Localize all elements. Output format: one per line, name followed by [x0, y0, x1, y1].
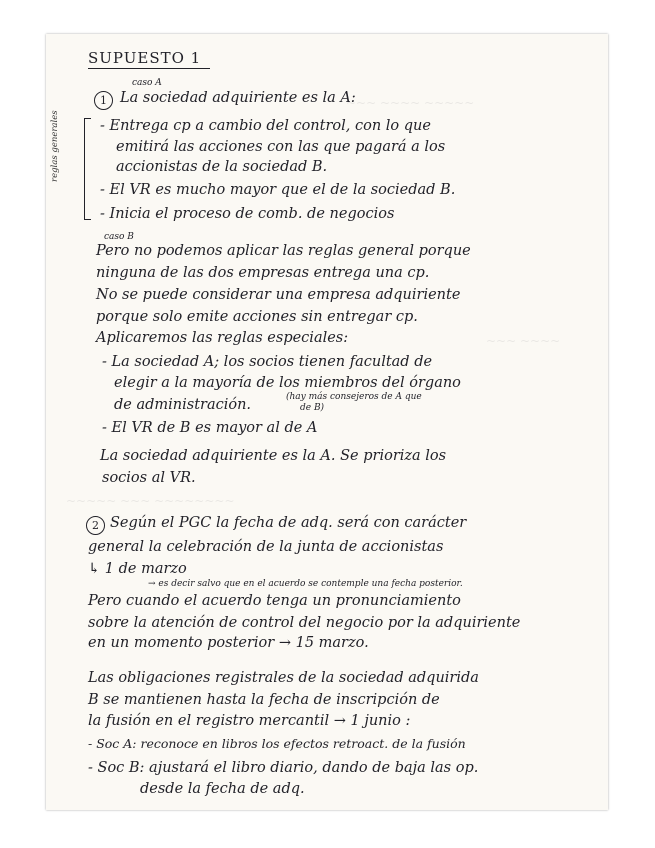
q1-number: 1 [94, 91, 113, 110]
caso-b-line: - La sociedad A; los socios tienen facultad de [102, 354, 433, 370]
final-line: B se mantienen hasta la fecha de inscripción de [88, 692, 440, 708]
caso-b-line: - El VR de B es mayor al de A [102, 420, 318, 436]
admin-note: de B) [300, 403, 325, 413]
caso-b-tag: caso B [104, 232, 134, 242]
q2-more: Pero cuando el acuerdo tenga un pronunciamiento [88, 593, 461, 609]
q1-line: La sociedad adquiriente es la A: [120, 90, 356, 106]
final-line: - Soc A: reconoce en libros los efectos retroact. de la fusión [88, 736, 466, 751]
caso-b-line: ninguna de las dos empresas entrega una cp. [96, 265, 430, 281]
q2-line: general la celebración de la junta de accionistas [88, 539, 444, 555]
caso-b-line: Aplicaremos las reglas especiales: [96, 330, 349, 346]
caso-a-tag: caso A [132, 78, 162, 88]
caso-b-line: La sociedad adquiriente es la A. Se prioriza los [100, 448, 447, 464]
caso-b-line: socios al VR. [102, 470, 196, 486]
arrow-note: → es decir salvo que en el acuerdo se contemple una fecha posterior. [148, 579, 463, 589]
bleed-through: ~~~ ~~~~ [486, 334, 561, 348]
bullet-a-line: - El VR es mucho mayor que el de la sociedad B. [100, 182, 456, 198]
title-underline [88, 68, 210, 69]
caso-b-line: porque solo emite acciones sin entregar cp. [96, 309, 418, 325]
final-line: - Soc B: ajustará el libro diario, dando de baja las op. [88, 760, 479, 776]
final-line: desde la fecha de adq. [140, 781, 305, 797]
bracket [84, 118, 91, 220]
final-line: la fusión en el registro mercantil → 1 junio : [88, 713, 411, 729]
bullet-a-line: - Inicia el proceso de comb. de negocios [100, 206, 395, 222]
bullet-a-line: emitirá las acciones con las que pagará a los [116, 139, 446, 155]
q2-line: ↳ 1 de marzo [88, 561, 187, 577]
caso-b-line: elegir a la mayoría de los miembros del órgano [114, 375, 461, 391]
bullet-a-line: - Entrega cp a cambio del control, con lo que [100, 118, 431, 134]
q2-more: en un momento posterior → 15 marzo. [88, 635, 369, 651]
bleed-through: ~~~ ~~~~ ~~~~~ [346, 96, 475, 110]
q2-line: Según el PGC la fecha de adq. será con carácter [110, 515, 467, 531]
admin-note: (hay más consejeros de A que [286, 392, 422, 402]
q2-more: sobre la atención de control del negocio por la adquiriente [88, 615, 521, 631]
bullet-a-line: accionistas de la sociedad B. [116, 159, 328, 175]
q2-number: 2 [86, 516, 105, 535]
bleed-through: ~~~~~ ~~~ ~~~~~~~~ [66, 494, 235, 508]
final-line: Las obligaciones registrales de la sociedad adquirida [88, 670, 479, 686]
caso-b-line: No se puede considerar una empresa adquiriente [96, 287, 461, 303]
notebook-page [46, 34, 608, 810]
side-note: reglas generales [50, 110, 60, 182]
caso-b-line: de administración. [114, 397, 252, 413]
page-title: SUPUESTO 1 [88, 49, 202, 67]
caso-b-line: Pero no podemos aplicar las reglas general porque [96, 243, 471, 259]
